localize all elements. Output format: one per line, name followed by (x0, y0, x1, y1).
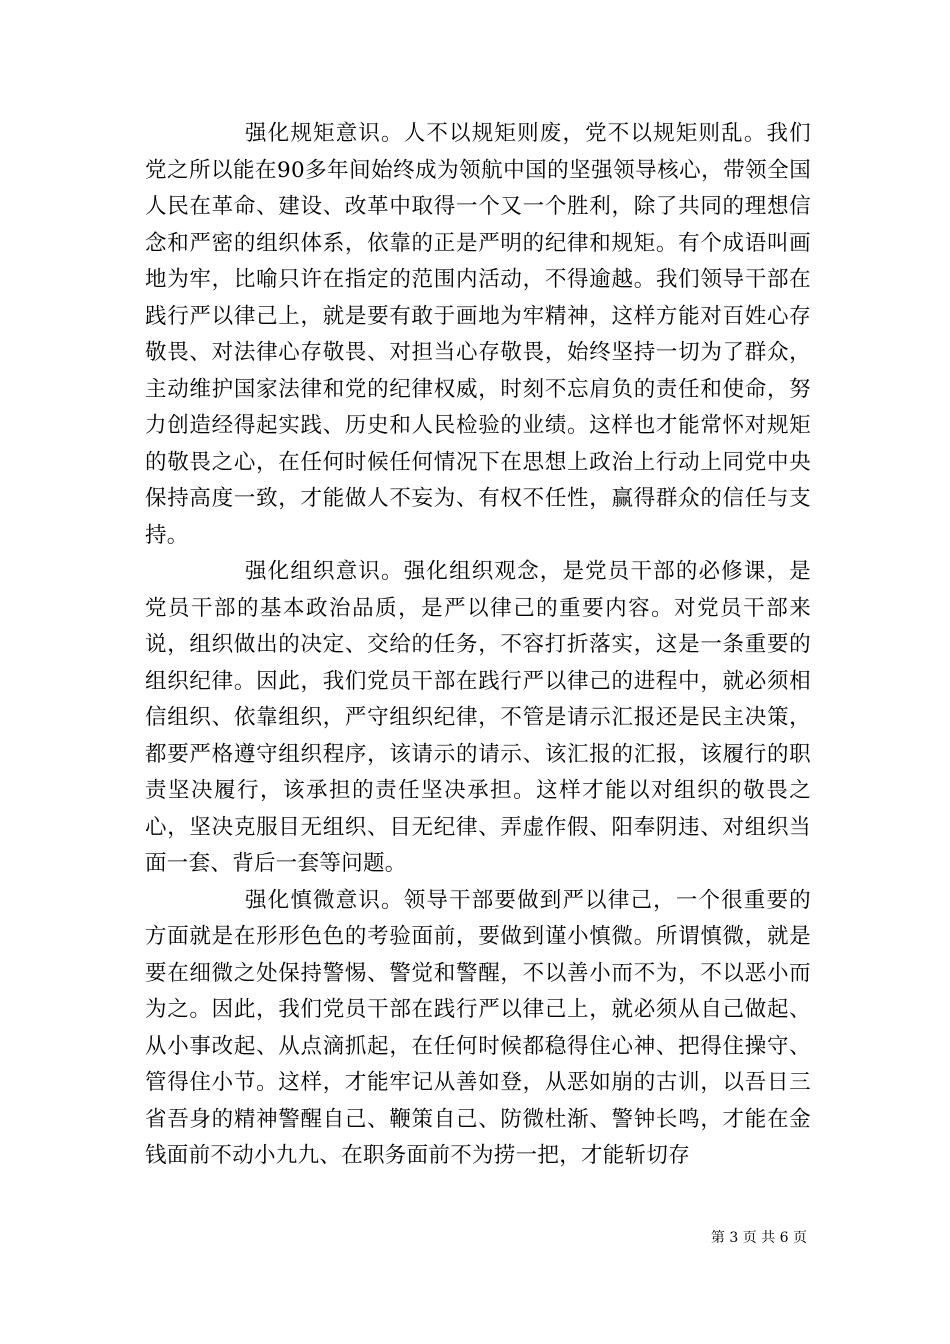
page-number-footer: 第 3 页 共 6 页 (710, 1230, 807, 1246)
paragraph-rules-awareness: 强化规矩意识。人不以规矩则废，党不以规矩则乱。我们党之所以能在90多年间始终成为领航中国的坚强领导核心，带领全国人民在革命、建设、改革中取得一个又一个胜利，除了共同的理想信念和严密的组织体系，依靠的正是严明的纪律和规矩。有个成语叫画地为牢，比喻只许在指定的范围内活动，不得逾越。我们领导干部在践行严以律己上，就是要有敢于画地为牢精神，这样方能对百姓心存敬畏、对法律心存敬畏、对担当心存敬畏，始终坚持一切为了群众，主动维护国家法律和党的纪律权威，时刻不忘肩负的责任和使命，努力创造经得起实践、历史和人民检验的业绩。这样也才能常怀对规矩的敬畏之心，在任何时候任何情况下在思想上政治上行动上同党中央保持高度一致，才能做人不妄为、有权不任性，赢得群众的信任与支持。 (145, 121, 811, 548)
paragraph-organization-awareness: 强化组织意识。强化组织观念，是党员干部的必修课，是党员干部的基本政治品质，是严以律己的重要内容。对党员干部来说，组织做出的决定、交给的任务，不容打折落实，这是一条重要的组织纪律。因此，我们党员干部在践行严以律己的进程中，就必须相信组织、依靠组织，严守组织纪律，不管是请示汇报还是民主决策，都要严格遵守组织程序，该请示的请示、该汇报的汇报，该履行的职责坚决履行，该承担的责任坚决承担。这样才能以对组织的敬畏之心，坚决克服目无组织、目无纪律、弄虚作假、阳奉阴违、对组织当面一套、背后一套等问题。 (145, 559, 811, 876)
paragraph-prudence-awareness: 强化慎微意识。领导干部要做到严以律己，一个很重要的方面就是在形形色色的考验面前，要做到谨小慎微。所谓慎微，就是要在细微之处保持警惕、警觉和警醒，不以善小而不为，不以恶小而为之。因此，我们党员干部在践行严以律己上，就必须从自己做起、从小事改起、从点滴抓起，在任何时候都稳得住心神、把得住操守、管得住小节。这样，才能牢记从善如登，从恶如崩的古训，以吾日三省吾身的精神警醒自己、鞭策自己、防微杜渐、警钟长鸣，才能在金钱面前不动小九九、在职务面前不为捞一把，才能斩切存 (145, 887, 811, 1168)
document-body (145, 116, 811, 1175)
